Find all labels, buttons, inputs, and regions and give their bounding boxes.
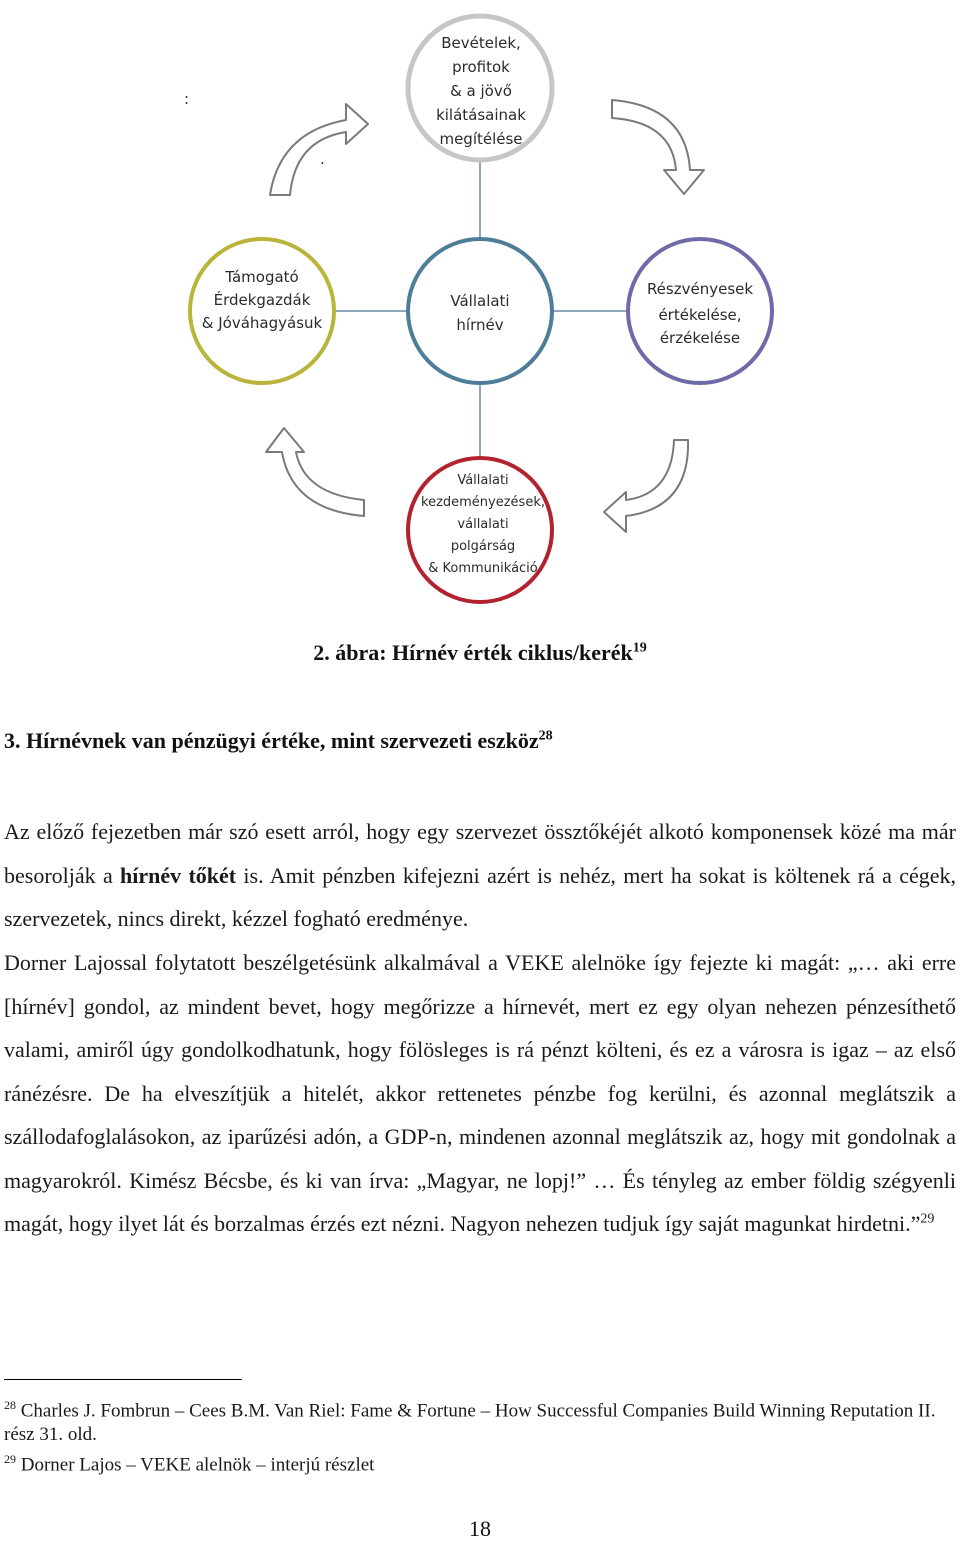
label-revenues-line: megítélése xyxy=(439,130,523,148)
stray-mark-colon: : xyxy=(184,90,190,108)
footnote-text: Dorner Lajos – VEKE alelnök – interjú részlet xyxy=(20,1454,375,1476)
paragraph-text: Dorner Lajossal folytatott beszélgetésünk alkalmával a VEKE alelnöke így fejezte ki magát: „… aki erre [hírnév] gondol, az mindent bevet, hogy megőrizze a hírnevét, mert ez egy olyan nehezen pénzesíthető valami, amiről úgy gondolkodhatunk, hogy fölösleges is rá pénzt költeni, és ez a városra is igaz – az első ránézésre. De ha elveszítjük a hitelét, akkor rettenetes pénzbe fog kerülni, és azonnal meglátszik a szállodafoglalásokon, az iparűzési adón, a GDP-n, mindenen azonnal meglátszik az, hogy mit gondolnak a magyarokról. Kimész Bécsbe, és ki van írva: „Magyar, ne lopj!” … És tényleg az ember földig szégyenli magát, hogy ilyet lát és borzalmas érzés ezt nézni. Nagyon nehezen tudjuk így saját magunkat hirdetni.” xyxy=(4,950,956,1236)
arrow-top-right-icon xyxy=(612,100,704,194)
footnote-ref[interactable]: 19 xyxy=(632,640,647,656)
paragraph-2 xyxy=(4,941,956,1246)
figure-caption-text: 2. ábra: Hírnév érték ciklus/kerék xyxy=(313,640,633,665)
label-shareholders-line: érzékelése xyxy=(659,329,741,347)
arrow-bottom-left-icon xyxy=(266,428,364,516)
footnote-ref[interactable]: 29 xyxy=(920,1211,935,1227)
label-shareholders xyxy=(647,280,753,347)
footnote-separator xyxy=(4,1379,242,1380)
arrow-top-left-icon xyxy=(270,104,368,195)
footnote-28 xyxy=(4,1393,944,1447)
label-initiatives-line: polgárság xyxy=(450,539,516,554)
footnote-number: 28 xyxy=(4,1398,16,1412)
figure-caption xyxy=(0,640,960,666)
label-shareholders-line: Részvényesek xyxy=(646,280,754,298)
label-revenues-line: Bevételek, xyxy=(441,34,521,52)
footnotes xyxy=(4,1393,944,1478)
arrow-bottom-right-icon xyxy=(604,440,688,532)
page-number: 18 xyxy=(469,1516,491,1541)
label-initiatives-line: Vállalati xyxy=(457,473,509,488)
label-revenues-line: kilátásainak xyxy=(436,106,526,124)
label-reputation-line: Vállalati xyxy=(450,292,510,310)
label-revenues-line: & a jövő xyxy=(450,82,512,100)
label-stakeholders-line: & Jóváhagyásuk xyxy=(201,314,323,332)
footnote-29 xyxy=(4,1447,944,1477)
label-stakeholders-line: Érdekgazdák xyxy=(213,291,311,309)
paragraph-1 xyxy=(4,810,956,941)
label-initiatives-line: kezdeményezések, xyxy=(421,495,545,510)
label-revenues-line: profitok xyxy=(452,58,510,76)
paragraph-text: Az előző fejezetben már szó esett arról, hogy egy szervezet össztőkéjét alkotó komponensek közé ma már besorolják a xyxy=(4,819,956,888)
label-reputation-line: hírnév xyxy=(456,316,504,334)
footnote-text: Charles J. Fombrun – Cees B.M. Van Riel: Fame & Fortune – How Successful Companies Build Winning Reputation II. rész 31. old. xyxy=(4,1400,936,1446)
circle-reputation xyxy=(408,239,552,383)
label-initiatives-line: & Kommunikáció xyxy=(428,561,538,576)
footnote-number: 29 xyxy=(4,1452,16,1467)
section-heading-text: 3. Hírnévnek van pénzügyi értéke, mint szervezeti eszköz xyxy=(4,728,539,753)
section-heading xyxy=(4,728,553,754)
label-shareholders-line: értékelése, xyxy=(658,306,742,324)
circle-stakeholders xyxy=(190,239,334,383)
reputation-cycle-diagram xyxy=(0,0,960,620)
bold-term: hírnév tőkét xyxy=(120,862,237,888)
paragraph-text: is. Amit pénzben kifejezni azért is nehéz, mert ha sokat is költenek rá a cégek, szervezetek, nincs direkt, kézzel fogható eredménye. xyxy=(4,862,957,931)
stray-mark-dot: . xyxy=(320,150,325,168)
label-stakeholders-line: Támogató xyxy=(225,268,299,286)
footnote-ref[interactable]: 28 xyxy=(538,728,553,744)
label-initiatives-line: vállalati xyxy=(457,517,509,532)
